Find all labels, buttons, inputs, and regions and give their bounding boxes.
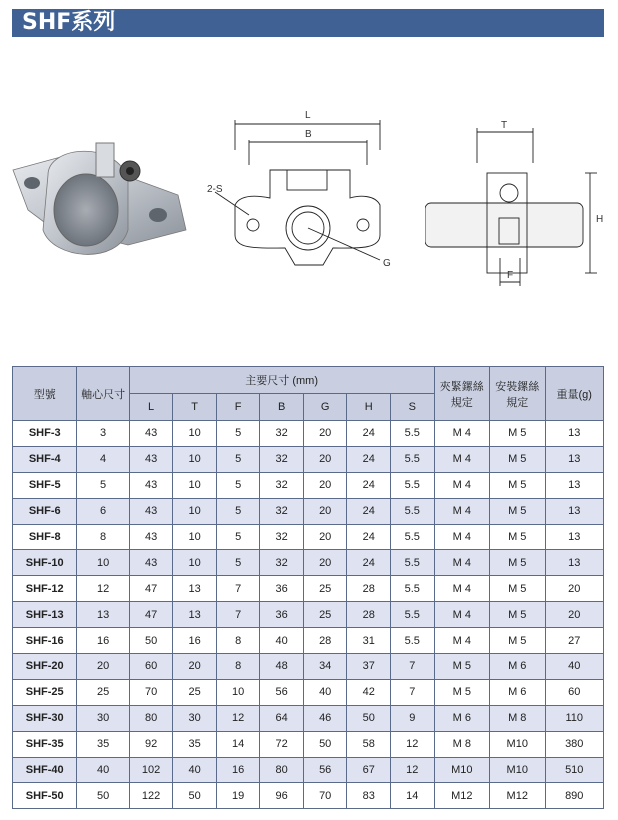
- table-cell: 92: [129, 731, 173, 757]
- table-cell: M 5: [490, 576, 545, 602]
- table-cell: M 4: [434, 498, 489, 524]
- table-cell: M 4: [434, 472, 489, 498]
- table-cell: 13: [173, 602, 217, 628]
- table-cell: 20: [77, 654, 129, 680]
- table-cell: 40: [173, 757, 217, 783]
- table-cell: 510: [545, 757, 604, 783]
- table-cell: 13: [77, 602, 129, 628]
- model-cell: SHF-30: [13, 705, 77, 731]
- table-cell: M 4: [434, 446, 489, 472]
- table-cell: 12: [216, 705, 260, 731]
- table-cell: 47: [129, 576, 173, 602]
- model-cell: SHF-20: [13, 654, 77, 680]
- col-model: 型號: [13, 367, 77, 421]
- table-cell: 43: [129, 524, 173, 550]
- table-cell: M10: [490, 757, 545, 783]
- table-cell: 122: [129, 783, 173, 809]
- table-cell: 9: [390, 705, 434, 731]
- table-cell: M10: [490, 731, 545, 757]
- col-T: T: [173, 394, 217, 421]
- table-cell: 25: [173, 679, 217, 705]
- table-cell: 24: [347, 498, 391, 524]
- dim-H: H: [596, 214, 604, 225]
- table-cell: 32: [260, 498, 304, 524]
- table-cell: M 5: [490, 628, 545, 654]
- table-row: [13, 472, 604, 498]
- table-cell: M 6: [490, 654, 545, 680]
- table-cell: 10: [173, 524, 217, 550]
- table-cell: 20: [303, 446, 347, 472]
- col-group-dimensions: 主要尺寸 (mm): [129, 367, 434, 394]
- col-L: L: [129, 394, 173, 421]
- col-B: B: [260, 394, 304, 421]
- table-cell: 5.5: [390, 628, 434, 654]
- col-F: F: [216, 394, 260, 421]
- table-row: [13, 731, 604, 757]
- table-cell: 47: [129, 602, 173, 628]
- table-cell: 13: [545, 550, 604, 576]
- table-cell: 37: [347, 654, 391, 680]
- table-cell: 20: [545, 602, 604, 628]
- model-cell: SHF-4: [13, 446, 77, 472]
- table-cell: 5.5: [390, 576, 434, 602]
- table-cell: 31: [347, 628, 391, 654]
- table-cell: 3: [77, 421, 129, 447]
- table-row: [13, 757, 604, 783]
- table-cell: 30: [77, 705, 129, 731]
- table-cell: 50: [77, 783, 129, 809]
- table-cell: 5.5: [390, 602, 434, 628]
- col-axis: 軸心尺寸: [77, 367, 129, 421]
- table-cell: 42: [347, 679, 391, 705]
- table-row: [13, 705, 604, 731]
- dim-S: 2-S: [207, 184, 223, 195]
- model-cell: SHF-5: [13, 472, 77, 498]
- table-cell: 43: [129, 498, 173, 524]
- table-row: [13, 654, 604, 680]
- table-cell: 16: [216, 757, 260, 783]
- model-cell: SHF-50: [13, 783, 77, 809]
- table-cell: 13: [545, 472, 604, 498]
- table-cell: 58: [347, 731, 391, 757]
- table-cell: M 4: [434, 602, 489, 628]
- col-weight: 重量(g): [545, 367, 604, 421]
- table-cell: 43: [129, 550, 173, 576]
- table-cell: 20: [303, 550, 347, 576]
- table-cell: 20: [303, 498, 347, 524]
- table-cell: 5: [216, 446, 260, 472]
- table-cell: M 4: [434, 576, 489, 602]
- table-cell: 50: [129, 628, 173, 654]
- table-cell: 10: [216, 679, 260, 705]
- table-cell: 12: [390, 731, 434, 757]
- table-cell: 10: [173, 498, 217, 524]
- col-G: G: [303, 394, 347, 421]
- table-cell: 13: [173, 576, 217, 602]
- spec-table-body: [13, 421, 604, 809]
- table-cell: 4: [77, 446, 129, 472]
- table-cell: 28: [347, 576, 391, 602]
- dim-T: T: [501, 120, 508, 131]
- table-row: [13, 679, 604, 705]
- table-cell: 36: [260, 602, 304, 628]
- table-cell: 50: [347, 705, 391, 731]
- table-cell: 5: [77, 472, 129, 498]
- table-row: [13, 524, 604, 550]
- table-row: [13, 602, 604, 628]
- table-cell: 32: [260, 421, 304, 447]
- table-row: [13, 576, 604, 602]
- table-cell: M12: [490, 783, 545, 809]
- table-cell: M 4: [434, 628, 489, 654]
- table-cell: 13: [545, 498, 604, 524]
- table-cell: 10: [173, 550, 217, 576]
- table-cell: 890: [545, 783, 604, 809]
- table-cell: 64: [260, 705, 304, 731]
- table-cell: 7: [390, 679, 434, 705]
- table-cell: 28: [303, 628, 347, 654]
- table-cell: M 5: [490, 524, 545, 550]
- table-cell: 13: [545, 524, 604, 550]
- table-cell: 80: [260, 757, 304, 783]
- col-mount-screw: 安裝鏍絲規定: [490, 367, 545, 421]
- table-cell: M 5: [490, 472, 545, 498]
- table-cell: 7: [390, 654, 434, 680]
- page-title: SHF系列: [22, 10, 116, 35]
- table-cell: 70: [129, 679, 173, 705]
- table-cell: 5: [216, 421, 260, 447]
- table-cell: 60: [129, 654, 173, 680]
- table-cell: 67: [347, 757, 391, 783]
- table-cell: 5.5: [390, 498, 434, 524]
- table-cell: 83: [347, 783, 391, 809]
- table-cell: 70: [303, 783, 347, 809]
- table-cell: 5.5: [390, 421, 434, 447]
- table-cell: 24: [347, 524, 391, 550]
- table-cell: 5: [216, 524, 260, 550]
- dim-B: B: [305, 129, 312, 140]
- table-cell: 20: [545, 576, 604, 602]
- table-cell: 40: [545, 654, 604, 680]
- table-cell: 20: [303, 472, 347, 498]
- table-cell: 25: [303, 602, 347, 628]
- table-cell: 5: [216, 498, 260, 524]
- table-cell: 8: [216, 628, 260, 654]
- table-cell: M 6: [434, 705, 489, 731]
- table-cell: 13: [545, 446, 604, 472]
- table-cell: M 5: [490, 602, 545, 628]
- table-cell: 24: [347, 446, 391, 472]
- table-cell: M 5: [490, 498, 545, 524]
- model-cell: SHF-40: [13, 757, 77, 783]
- table-cell: 20: [303, 524, 347, 550]
- table-cell: 25: [303, 576, 347, 602]
- table-cell: 20: [173, 654, 217, 680]
- table-cell: 28: [347, 602, 391, 628]
- table-cell: 32: [260, 524, 304, 550]
- table-cell: 43: [129, 421, 173, 447]
- table-cell: 32: [260, 446, 304, 472]
- table-cell: 43: [129, 472, 173, 498]
- table-cell: M 8: [490, 705, 545, 731]
- table-row: [13, 421, 604, 447]
- table-cell: 27: [545, 628, 604, 654]
- table-cell: 96: [260, 783, 304, 809]
- table-cell: 35: [77, 731, 129, 757]
- model-cell: SHF-13: [13, 602, 77, 628]
- table-cell: 46: [303, 705, 347, 731]
- table-cell: 48: [260, 654, 304, 680]
- table-cell: 56: [260, 679, 304, 705]
- table-row: [13, 498, 604, 524]
- model-cell: SHF-8: [13, 524, 77, 550]
- col-clamp-screw: 夾緊鏍絲規定: [434, 367, 489, 421]
- table-cell: 34: [303, 654, 347, 680]
- table-cell: 10: [173, 472, 217, 498]
- table-cell: 25: [77, 679, 129, 705]
- table-cell: 36: [260, 576, 304, 602]
- table-cell: 10: [173, 421, 217, 447]
- table-cell: 16: [77, 628, 129, 654]
- title-bar: [12, 9, 604, 37]
- table-cell: 50: [303, 731, 347, 757]
- table-cell: 40: [303, 679, 347, 705]
- table-cell: 10: [77, 550, 129, 576]
- table-cell: M 6: [490, 679, 545, 705]
- table-cell: M 4: [434, 550, 489, 576]
- table-cell: 50: [173, 783, 217, 809]
- table-cell: 102: [129, 757, 173, 783]
- front-view-drawing: [205, 110, 410, 280]
- table-cell: 72: [260, 731, 304, 757]
- table-cell: M 5: [434, 679, 489, 705]
- model-cell: SHF-3: [13, 421, 77, 447]
- col-S: S: [390, 394, 434, 421]
- table-cell: 30: [173, 705, 217, 731]
- table-cell: 19: [216, 783, 260, 809]
- model-cell: SHF-25: [13, 679, 77, 705]
- table-cell: 56: [303, 757, 347, 783]
- spec-table: [12, 366, 604, 809]
- table-cell: 16: [173, 628, 217, 654]
- model-cell: SHF-16: [13, 628, 77, 654]
- table-cell: 24: [347, 472, 391, 498]
- table-cell: 14: [216, 731, 260, 757]
- col-H: H: [347, 394, 391, 421]
- table-row: [13, 446, 604, 472]
- dim-F: F: [507, 270, 514, 281]
- table-cell: 5.5: [390, 524, 434, 550]
- table-row: [13, 550, 604, 576]
- table-cell: 8: [216, 654, 260, 680]
- table-cell: 40: [77, 757, 129, 783]
- table-cell: 5: [216, 472, 260, 498]
- table-cell: 5: [216, 550, 260, 576]
- table-cell: M 4: [434, 524, 489, 550]
- table-cell: M 4: [434, 421, 489, 447]
- table-cell: 43: [129, 446, 173, 472]
- product-photo: [8, 135, 193, 275]
- table-cell: 5.5: [390, 446, 434, 472]
- table-cell: M 5: [490, 550, 545, 576]
- table-cell: 10: [173, 446, 217, 472]
- dim-G: G: [383, 258, 391, 269]
- table-cell: 20: [303, 421, 347, 447]
- table-cell: M 5: [490, 446, 545, 472]
- side-view-drawing: [425, 118, 610, 293]
- table-cell: 14: [390, 783, 434, 809]
- table-cell: 380: [545, 731, 604, 757]
- table-cell: 13: [545, 421, 604, 447]
- table-row: [13, 628, 604, 654]
- table-cell: 7: [216, 576, 260, 602]
- table-cell: 40: [260, 628, 304, 654]
- table-cell: M 5: [490, 421, 545, 447]
- table-cell: 5.5: [390, 550, 434, 576]
- model-cell: SHF-10: [13, 550, 77, 576]
- table-cell: 32: [260, 472, 304, 498]
- table-cell: 7: [216, 602, 260, 628]
- table-cell: 32: [260, 550, 304, 576]
- table-cell: 12: [77, 576, 129, 602]
- table-cell: 8: [77, 524, 129, 550]
- table-cell: 24: [347, 550, 391, 576]
- model-cell: SHF-6: [13, 498, 77, 524]
- table-cell: 12: [390, 757, 434, 783]
- model-cell: SHF-35: [13, 731, 77, 757]
- model-cell: SHF-12: [13, 576, 77, 602]
- table-cell: 6: [77, 498, 129, 524]
- dim-L: L: [305, 110, 311, 121]
- table-cell: 35: [173, 731, 217, 757]
- table-cell: M12: [434, 783, 489, 809]
- table-cell: 60: [545, 679, 604, 705]
- table-cell: 5.5: [390, 472, 434, 498]
- table-cell: 80: [129, 705, 173, 731]
- table-cell: M 5: [434, 654, 489, 680]
- table-cell: M 8: [434, 731, 489, 757]
- table-row: [13, 783, 604, 809]
- table-cell: 24: [347, 421, 391, 447]
- table-cell: 110: [545, 705, 604, 731]
- table-cell: M10: [434, 757, 489, 783]
